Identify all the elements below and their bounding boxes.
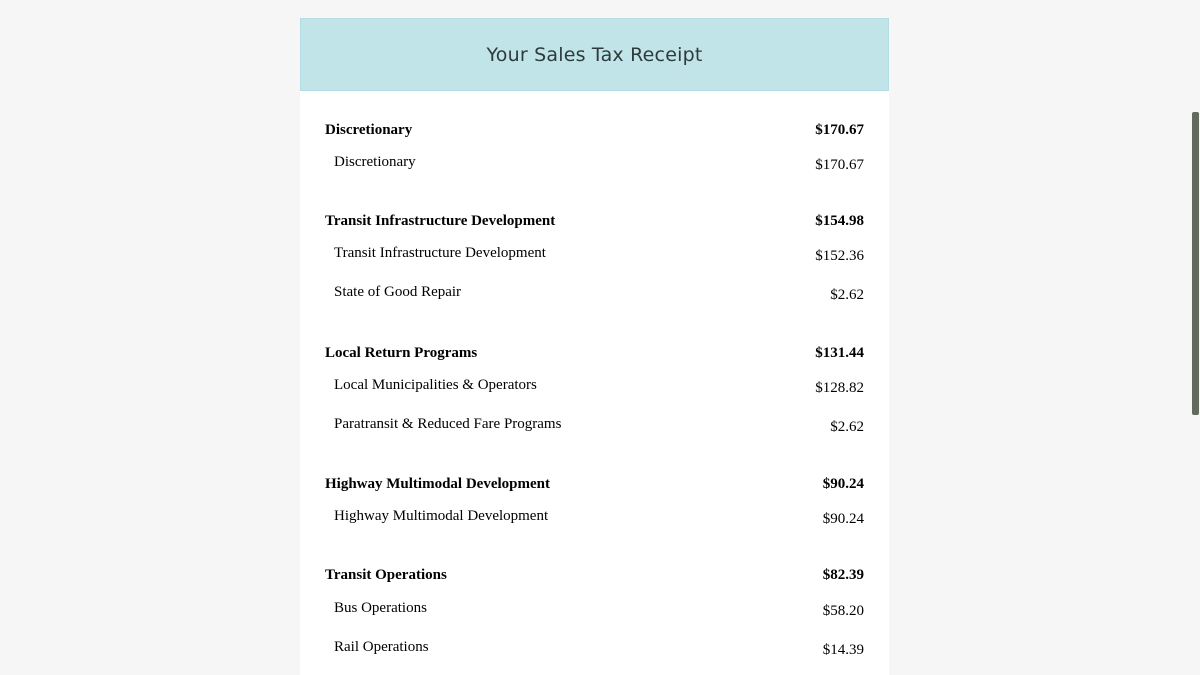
category-total: $131.44 (815, 345, 864, 361)
line-item-row (325, 282, 864, 302)
line-item-amount: $170.67 (815, 157, 864, 173)
page-scrollbar[interactable] (1191, 0, 1200, 675)
receipt-section-transit-infrastructure (325, 211, 864, 302)
sales-tax-receipt (300, 18, 889, 675)
receipt-section-highway-multimodal (325, 474, 864, 526)
category-label: Transit Infrastructure Development (325, 213, 556, 229)
line-item-amount: $58.20 (822, 603, 864, 619)
line-item-row (325, 375, 864, 395)
category-row (325, 565, 864, 585)
receipt-section-transit-operations (325, 565, 864, 657)
receipt-section-discretionary (325, 120, 864, 172)
line-item-row (325, 637, 864, 657)
category-label: Transit Operations (325, 567, 447, 583)
line-item-label: Paratransit & Reduced Fare Programs (334, 416, 562, 432)
category-row (325, 343, 864, 363)
line-item-amount: $14.39 (822, 642, 864, 658)
receipt-section-local-return (325, 343, 864, 434)
line-item-amount: $2.62 (830, 287, 864, 303)
line-item-row (325, 414, 864, 434)
line-item-label: Local Municipalities & Operators (334, 377, 537, 393)
receipt-header (300, 18, 889, 91)
line-item-label: Highway Multimodal Development (334, 508, 549, 524)
category-total: $82.39 (822, 567, 864, 583)
category-row (325, 120, 864, 140)
category-label: Local Return Programs (325, 345, 478, 361)
line-item-row (325, 243, 864, 263)
line-item-label: Bus Operations (334, 600, 427, 616)
line-item-amount: $128.82 (815, 380, 864, 396)
line-item-amount: $90.24 (822, 511, 864, 527)
line-item-amount: $2.62 (830, 419, 864, 435)
line-item-row (325, 506, 864, 526)
line-item-row (325, 152, 864, 172)
line-item-amount: $152.36 (815, 248, 864, 264)
line-item-label: Rail Operations (334, 639, 429, 655)
receipt-title: Your Sales Tax Receipt (486, 43, 703, 66)
line-item-label: Discretionary (334, 154, 416, 170)
category-total: $154.98 (815, 213, 864, 229)
category-total: $90.24 (822, 476, 864, 492)
line-item-row (325, 598, 864, 618)
category-label: Highway Multimodal Development (325, 476, 550, 492)
line-item-label: Transit Infrastructure Development (334, 245, 546, 261)
category-total: $170.67 (815, 122, 864, 138)
line-item-label: State of Good Repair (334, 284, 462, 300)
category-label: Discretionary (325, 122, 413, 138)
category-row (325, 211, 864, 231)
scrollbar-thumb[interactable] (1192, 112, 1199, 415)
category-row (325, 474, 864, 494)
